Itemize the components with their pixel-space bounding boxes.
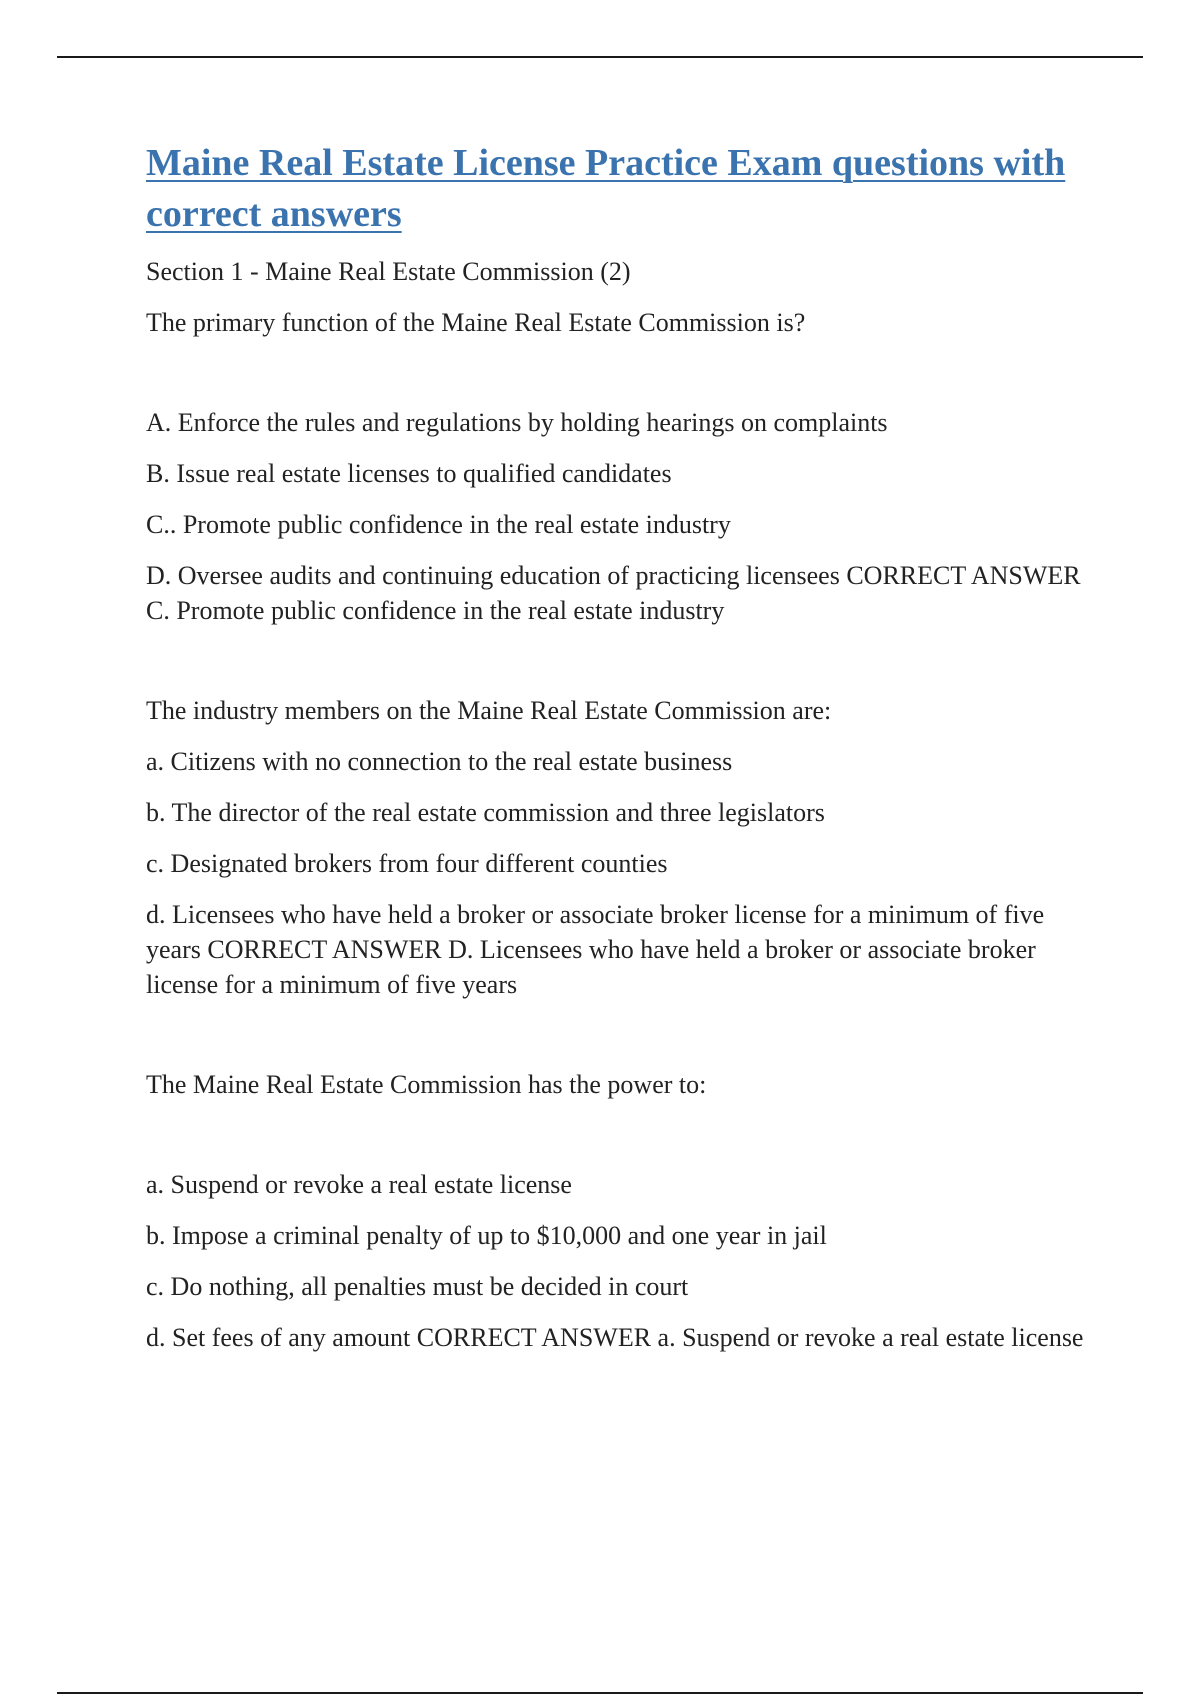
question-2-option-a: a. Citizens with no connection to the real estate business	[146, 747, 733, 776]
question-2-option-c: c. Designated brokers from four different counties	[146, 849, 668, 878]
top-rule	[57, 56, 1143, 58]
question-1-option-d: D. Oversee audits and continuing education of practicing licensees CORRECT ANSWER C. Promote public confidence in the real estate industry	[146, 561, 1081, 625]
question-2: The industry members on the Maine Real Estate Commission are:	[146, 696, 832, 725]
question-3-option-b: b. Impose a criminal penalty of up to $10,000 and one year in jail	[146, 1221, 827, 1250]
section-heading: Section 1 - Maine Real Estate Commission (2)	[146, 257, 631, 286]
bottom-rule	[57, 1692, 1143, 1694]
question-3-option-a: a. Suspend or revoke a real estate license	[146, 1170, 572, 1199]
question-1: The primary function of the Maine Real Estate Commission is?	[146, 308, 806, 337]
question-2-option-d: d. Licensees who have held a broker or associate broker license for a minimum of five years CORRECT ANSWER D. Licensees who have held a broker or associate broker license for a minimum of five years	[146, 900, 1045, 999]
question-1-option-b: B. Issue real estate licenses to qualified candidates	[146, 459, 672, 488]
question-3-option-d: d. Set fees of any amount CORRECT ANSWER a. Suspend or revoke a real estate license	[146, 1323, 1084, 1352]
document-title[interactable]: Maine Real Estate License Practice Exam questions with correct answers	[146, 142, 1066, 235]
question-3: The Maine Real Estate Commission has the power to:	[146, 1070, 707, 1099]
question-2-option-b: b. The director of the real estate commission and three legislators	[146, 798, 825, 827]
question-3-option-c: c. Do nothing, all penalties must be decided in court	[146, 1272, 689, 1301]
document-page	[146, 138, 1096, 1355]
question-1-option-c: C.. Promote public confidence in the real estate industry	[146, 510, 731, 539]
question-1-option-a: A. Enforce the rules and regulations by holding hearings on complaints	[146, 408, 888, 437]
